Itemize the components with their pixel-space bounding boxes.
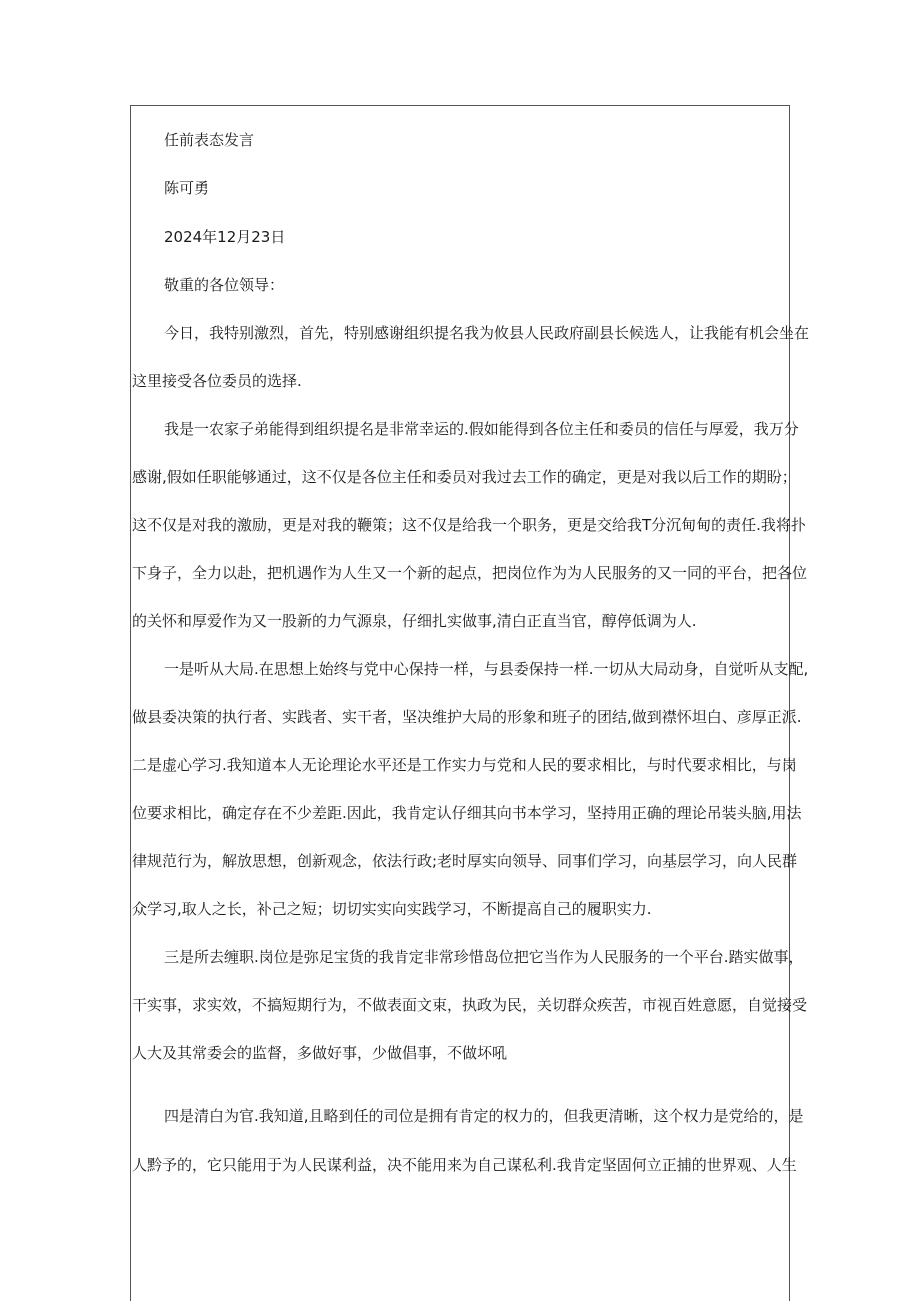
paragraph-line: 位要求相比，确定存在不少差距.因此，我肯定认仔细其向书本学习，坚持用正确的理论吊装头脑,用法 <box>132 804 802 822</box>
paragraph-line: 人黔予的，它只能用于为人民谋利益，决不能用来为自己谋私利.我肯定坚固何立正捕的世界观、人生 <box>132 1156 797 1174</box>
paragraph-line: 感谢,假如任职能够通过，这不仅是各位主任和委员对我过去工作的确定，更是对我以后工作的期盼； <box>132 468 797 486</box>
paragraph-line: 三是所去缠职.岗位是弥足宝货的我肯定非常珍惜岛位把它当作为人民服务的一个平台.踏实做事， <box>164 948 804 966</box>
paragraph-line: 下身子，全力以赴，把机遇作为人生又一个新的起点，把岗位作为为人民服务的又一同的平台，把各位 <box>132 564 808 582</box>
paragraph-line: 做县委决策的执行者、实践者、实干者，坚决维护大局的形象和班子的团结,做到襟怀坦白、彦厚正派. <box>132 708 802 726</box>
paragraph-line: 这里接受各位委员的选择. <box>132 372 302 390</box>
paragraph-line: 四是清白为官.我知道,且略到任的司位是拥有肯定的权力的，但我更清晰，这个权力是党给的，是 <box>164 1107 804 1125</box>
doc-title: 任前表态发言 <box>164 131 255 149</box>
paragraph-line: 的关怀和厚爱作为又一股新的力气源泉，仔细扎实做事,清白正直当官，醇停低调为人. <box>132 612 697 630</box>
paragraph-line: 众学习,取人之长，补己之短；切切实实向实践学习，不断提高自己的履职实力. <box>132 900 652 918</box>
paragraph-line: 人大及其常委会的监督，多做好事，少做倡事，不做坏吼 <box>132 1044 508 1062</box>
paragraph-line: 干实事，求实效，不搞短期行为，不做表面文束，执政为民，关切群众疾苦，市视百姓意愿，自觉接受 <box>132 996 808 1014</box>
paragraph-line: 我是一农家子弟能得到组织提名是非常幸运的.假如能得到各位主任和委员的信任与厚爱，我万分 <box>164 420 799 438</box>
author: 陈可勇 <box>164 179 210 197</box>
paragraph-line: 律规范行为，解放思想，创新观念，依法行政;老时厚实向领导、同事们学习，向基层学习，向人民群 <box>132 852 798 870</box>
paragraph-line: 这不仅是对我的激励，更是对我的鞭策；这不仅是给我一个职务，更是交给我T分沉甸甸的责任.我将扑 <box>132 516 806 534</box>
paragraph-line: 今日，我特别激烈，首先，特别感谢组织提名我为攸县人民政府副县长候选人，让我能有机会坐在 <box>164 324 810 342</box>
paragraph-line: 一是听从大局.在思想上始终与党中心保持一样，与县委保持一样.一切从大局动身，自觉听从支配, <box>164 660 809 678</box>
salutation: 敬重的各位领导： <box>164 276 285 294</box>
paragraph-line: 二是虚心学习.我知道本人无论理论水平还是工作实力与党和人民的要求相比，与时代要求相比，与岗 <box>132 756 797 774</box>
date: 2024年12月23日 <box>164 228 286 246</box>
